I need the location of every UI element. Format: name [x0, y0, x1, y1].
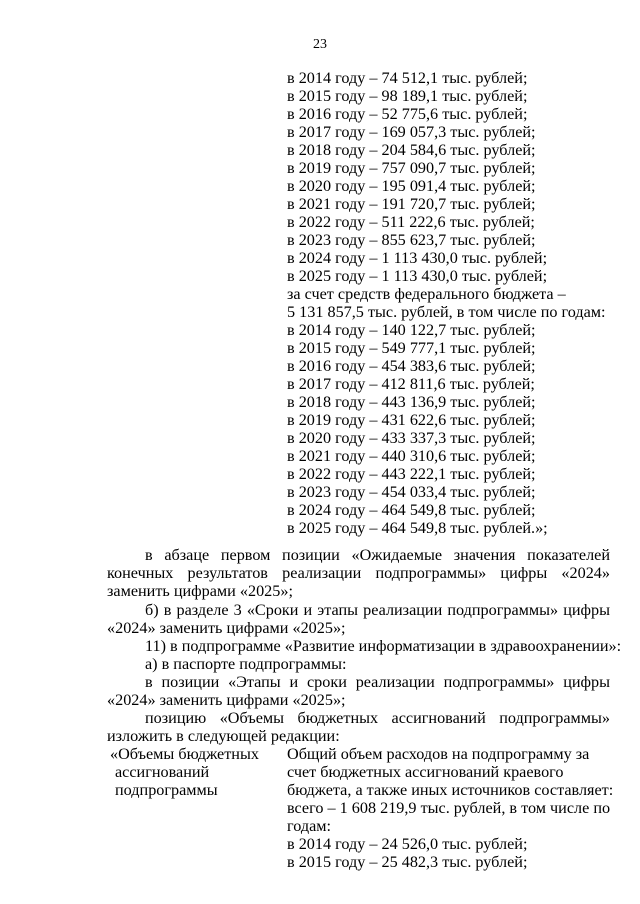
federal-budget-heading: за счет средств федерального бюджета – — [287, 285, 566, 303]
list-item: в 2021 году – 191 720,7 тыс. рублей; — [287, 195, 536, 213]
paragraph-line: «2024» заменить цифрами «2025»; — [107, 691, 346, 709]
paragraph-line: позицию «Объемы бюджетных ассигнований подпрограммы» — [145, 709, 610, 727]
paragraph-line: конечных результатов реализации подпрограммы» цифры «2024» — [107, 564, 610, 582]
list-item: в 2023 году – 855 623,7 тыс. рублей; — [287, 231, 536, 249]
position-label: ассигнований — [115, 763, 210, 781]
federal-budget-total: 5 131 857,5 тыс. рублей, в том числе по годам: — [287, 303, 606, 321]
list-item: в 2025 году – 464 549,8 тыс. рублей.»; — [287, 519, 548, 537]
list-item: в 2022 году – 511 222,6 тыс. рублей; — [287, 213, 535, 231]
position-value: в 2014 году – 24 526,0 тыс. рублей; — [287, 835, 528, 853]
list-item: в 2022 году – 443 222,1 тыс. рублей; — [287, 465, 536, 483]
list-item: в 2015 году – 549 777,1 тыс. рублей; — [287, 339, 536, 357]
list-item: в 2017 году – 412 811,6 тыс. рублей; — [287, 375, 535, 393]
paragraph-line: изложить в следующей редакции: — [107, 727, 340, 745]
position-value: Общий объем расходов на подпрограмму за — [287, 745, 590, 763]
position-label: «Объемы бюджетных — [110, 745, 259, 763]
list-item: в 2016 году – 454 383,6 тыс. рублей; — [287, 357, 536, 375]
list-item: в 2014 году – 140 122,7 тыс. рублей; — [287, 321, 536, 339]
position-value: счет бюджетных ассигнований краевого — [287, 763, 564, 781]
list-item: в 2014 году – 74 512,1 тыс. рублей; — [287, 69, 528, 87]
paragraph-line: «2024» заменить цифрами «2025»; — [107, 619, 346, 637]
position-value: годам: — [287, 817, 332, 835]
list-item: в 2024 году – 464 549,8 тыс. рублей; — [287, 501, 536, 519]
list-item: в 2017 году – 169 057,3 тыс. рублей; — [287, 123, 536, 141]
position-label: подпрограммы — [115, 781, 218, 799]
paragraph-line: в позиции «Этапы и сроки реализации подпрограммы» цифры — [145, 673, 610, 691]
list-item: в 2023 году – 454 033,4 тыс. рублей; — [287, 483, 536, 501]
list-item: в 2018 году – 204 584,6 тыс. рублей; — [287, 141, 536, 159]
list-item: в 2020 году – 195 091,4 тыс. рублей; — [287, 177, 536, 195]
paragraph-line: в абзаце первом позиции «Ожидаемые значения показателей — [145, 546, 610, 564]
list-item: в 2025 году – 1 113 430,0 тыс. рублей; — [287, 267, 548, 285]
paragraph-line: б) в разделе 3 «Сроки и этапы реализации подпрограммы» цифры — [145, 601, 610, 619]
paragraph-line: 11) в подпрограмме «Развитие информатизации в здравоохранении»: — [145, 637, 622, 655]
paragraph-line: а) в паспорте подпрограммы: — [145, 655, 347, 673]
list-item: в 2016 году – 52 775,6 тыс. рублей; — [287, 105, 528, 123]
list-item: в 2019 году – 431 622,6 тыс. рублей; — [287, 411, 536, 429]
position-value: в 2015 году – 25 482,3 тыс. рублей; — [287, 853, 528, 871]
position-value: бюджета, а также иных источников составляет: — [287, 781, 614, 799]
list-item: в 2015 году – 98 189,1 тыс. рублей; — [287, 87, 528, 105]
paragraph-line: заменить цифрами «2025»; — [107, 582, 293, 600]
position-value: всего – 1 608 219,9 тыс. рублей, в том числе по — [287, 799, 611, 817]
list-item: в 2018 году – 443 136,9 тыс. рублей; — [287, 393, 536, 411]
page-number: 23 — [313, 37, 327, 52]
list-item: в 2021 году – 440 310,6 тыс. рублей; — [287, 447, 536, 465]
list-item: в 2020 году – 433 337,3 тыс. рублей; — [287, 429, 536, 447]
list-item: в 2024 году – 1 113 430,0 тыс. рублей; — [287, 249, 548, 267]
list-item: в 2019 году – 757 090,7 тыс. рублей; — [287, 159, 536, 177]
